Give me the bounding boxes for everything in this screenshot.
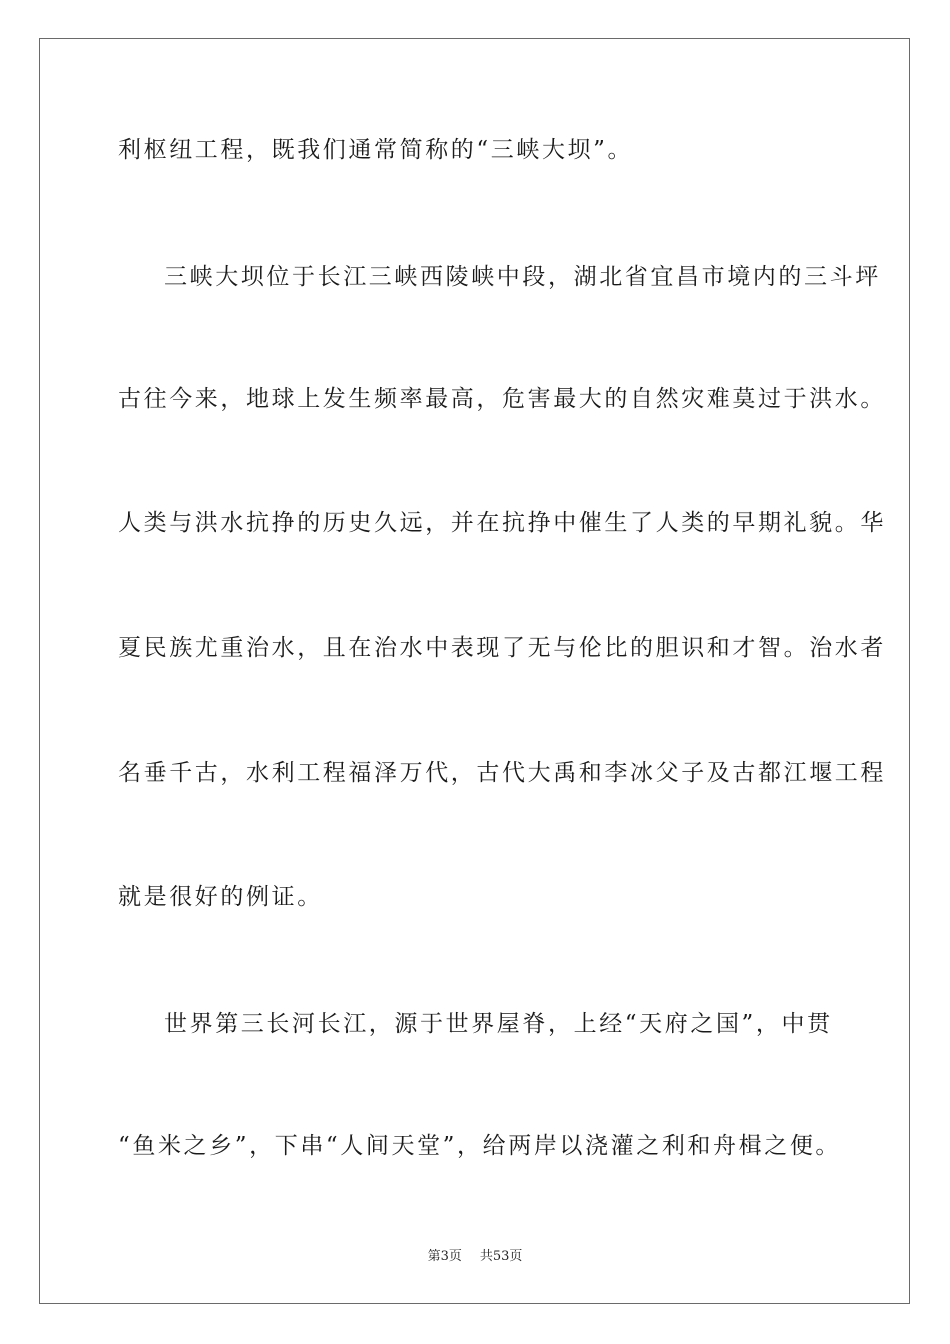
- text-line-8: 世界第三长河长江，源于世界屋脊，上经“天府之国”，中贯: [164, 1011, 833, 1037]
- text-line-7: 就是很好的例证。: [118, 884, 323, 910]
- text-line-5: 夏民族尤重治水，且在治水中表现了无与伦比的胆识和才智。治水者: [118, 635, 886, 661]
- text-line-2: 三峡大坝位于长江三峡西陵峡中段，湖北省宜昌市境内的三斗坪: [164, 264, 881, 290]
- text-line-1: 利枢纽工程，既我们通常简称的“三峡大坝”。: [118, 137, 634, 163]
- text-line-4: 人类与洪水抗挣的历史久远，并在抗挣中催生了人类的早期礼貌。华: [118, 510, 886, 536]
- page-total: 共53页: [479, 1249, 523, 1264]
- text-line-6: 名垂千古，水利工程福泽万代，古代大禹和李冰父子及古都江堰工程: [118, 760, 886, 786]
- page-footer: [0, 1248, 950, 1266]
- page-number: 第3页: [427, 1249, 462, 1264]
- page-frame: [39, 38, 910, 1304]
- text-line-3: 古往今来，地球上发生频率最高，危害最大的自然灾难莫过于洪水。: [118, 386, 886, 412]
- text-line-9: “鱼米之乡”，下串“人间天堂”，给两岸以浇灌之利和舟楫之便。: [118, 1133, 842, 1159]
